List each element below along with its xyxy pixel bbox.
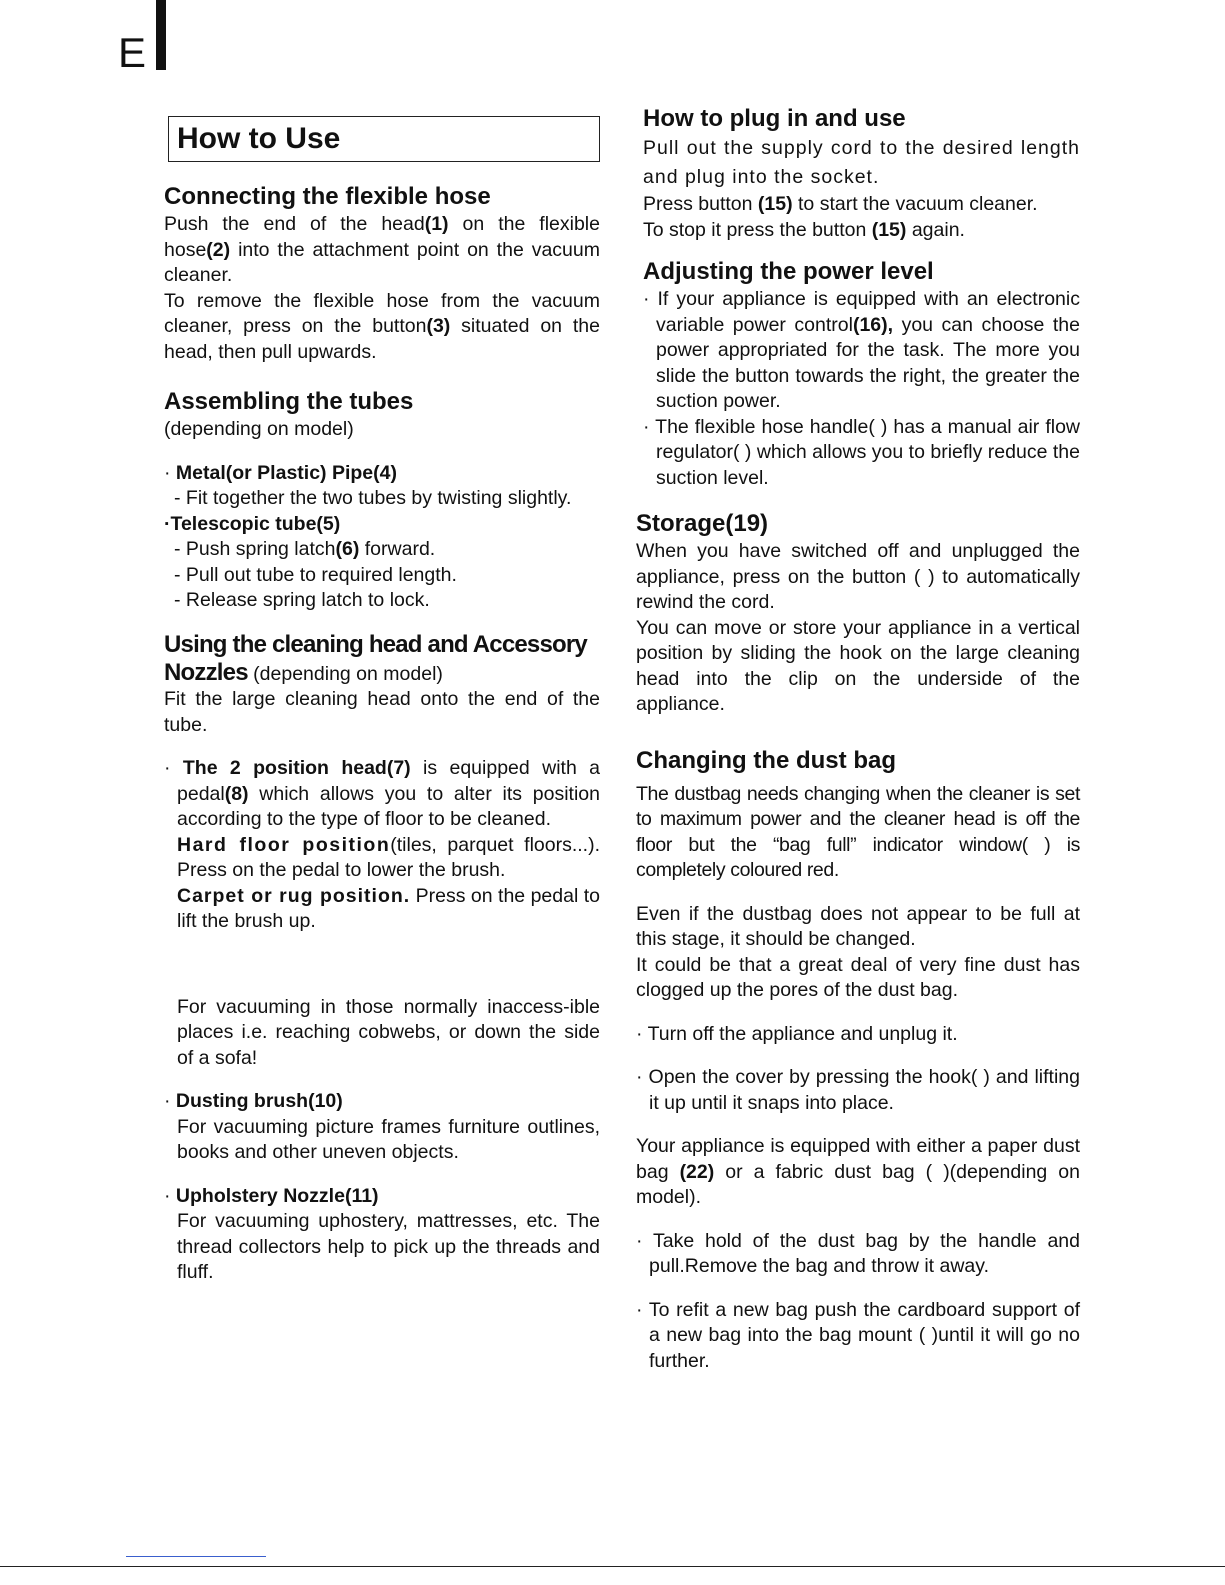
dust-para-4: Your appliance is equipped with either a paper dust bag (22) or a fabric dust bag ( )(depending on model). — [636, 1135, 1080, 1208]
heading-tubes: Assembling the tubes — [164, 388, 414, 415]
heading-nozzles: Using the cleaning head and Accessory — [164, 630, 587, 658]
bullet-hose-handle: · The flexible hose handle( ) has a manual air flow regulator( ) which allows you to briefly reduce the suction level. — [643, 415, 1080, 489]
carpet-position: Carpet or rug position. Press on the pedal to lift the brush up. — [177, 884, 600, 932]
heading-power: Adjusting the power level — [643, 258, 934, 285]
bullet-take-hold: · Take hold of the dust bag by the handle and pull.Remove the bag and throw it away. — [636, 1229, 1080, 1277]
nozzles-para: Fit the large cleaning head onto the end of the tube. — [164, 688, 600, 736]
bullet-turn-off: · Turn off the appliance and unplug it. — [636, 1022, 958, 1045]
heading-nozzles-2: Nozzles (depending on model) — [164, 658, 443, 686]
upholstery-text: For vacuuming uphostery, mattresses, etc. The thread collectors help to pick up the threads and fluff. — [177, 1210, 600, 1283]
crevice-text: For vacuuming in those normally inaccess-ible places i.e. reaching cobwebs, or down the side of a sofa! — [177, 995, 600, 1069]
dusting-text: For vacuuming picture frames furniture outlines, books and other uneven objects. — [177, 1115, 600, 1163]
dust-para-1: The dustbag needs changing when the cleaner is set to maximum power and the cleaner head is off the floor but the “bag full” indicator window( ) is completely coloured red. — [636, 782, 1080, 881]
section-title: How to Use — [168, 116, 600, 162]
storage-para-1: When you have switched off and unplugged the appliance, press on the button ( ) to automatically rewind the cord. — [636, 540, 1080, 613]
telescopic-step-2: - Pull out tube to required length. — [174, 563, 457, 586]
dust-para-3: It could be that a great deal of very fine dust has clogged up the pores of the dust bag. — [636, 953, 1080, 1001]
tubes-sub: (depending on model) — [164, 418, 354, 440]
storage-para-2: You can move or store your appliance in a vertical position by sliding the hook on the large cleaning head into the clip on the underside of the appliance. — [636, 616, 1080, 715]
bullet-upholstery: · Upholstery Nozzle(11) — [164, 1184, 379, 1207]
dust-para-2: Even if the dustbag does not appear to be full at this stage, it should be changed. — [636, 902, 1080, 950]
hose-para-2: To remove the flexible hose from the vacuum cleaner, press on the button(3) situated on the head, then pull upwards. — [164, 289, 600, 363]
bullet-telescopic: ·Telescopic tube(5) — [164, 512, 341, 535]
left-column — [164, 104, 600, 1286]
telescopic-step-1: - Push spring latch(6) forward. — [174, 538, 436, 560]
bullet-metal-pipe: · Metal(or Plastic) Pipe(4) — [164, 461, 397, 484]
heading-hose: Connecting the flexible hose — [164, 183, 491, 210]
bullet-open-cover: · Open the cover by pressing the hook( ) and lifting it up until it snaps into place. — [636, 1066, 1080, 1114]
footer-link-line — [126, 1556, 266, 1557]
telescopic-step-3: - Release spring latch to lock. — [174, 589, 430, 611]
right-column — [636, 104, 1080, 1374]
hose-para-1: Push the end of the head(1) on the flexible hose(2) into the attachment point on the vacuum cleaner. — [164, 213, 600, 286]
heading-storage: Storage(19) — [636, 510, 769, 537]
bullet-2-position-head: · The 2 position head(7) is equipped with a pedal(8) which allows you to alter its position according to the type of floor to be cleaned. — [164, 757, 600, 830]
language-marker: E — [118, 29, 147, 76]
bullet-power-control: · If your appliance is equipped with an electronic variable power control(16), you can choose the power appropriated for the task. The more you slide the button towards the right, the greater the suction power. — [643, 288, 1081, 412]
bullet-refit: · To refit a new bag push the cardboard support of a new bag into the bag mount ( )until it will go no further. — [636, 1298, 1080, 1372]
plug-para-1: Pull out the supply cord to the desired length and plug into the socket. — [643, 137, 1080, 188]
heading-plug: How to plug in and use — [643, 105, 906, 132]
bullet-dusting-brush: · Dusting brush(10) — [164, 1090, 343, 1112]
hard-floor-position: Hard floor position(tiles, parquet floors...). Press on the pedal to lower the brush. — [177, 833, 600, 881]
plug-para-3: To stop it press the button (15) again. — [643, 218, 965, 241]
heading-dust-bag: Changing the dust bag — [636, 746, 896, 774]
plug-para-2: Press button (15) to start the vacuum cleaner. — [643, 193, 1038, 215]
metal-pipe-step: - Fit together the two tubes by twisting slightly. — [174, 487, 572, 509]
page-bottom-rule — [0, 1566, 1225, 1567]
language-bar — [156, 0, 166, 70]
